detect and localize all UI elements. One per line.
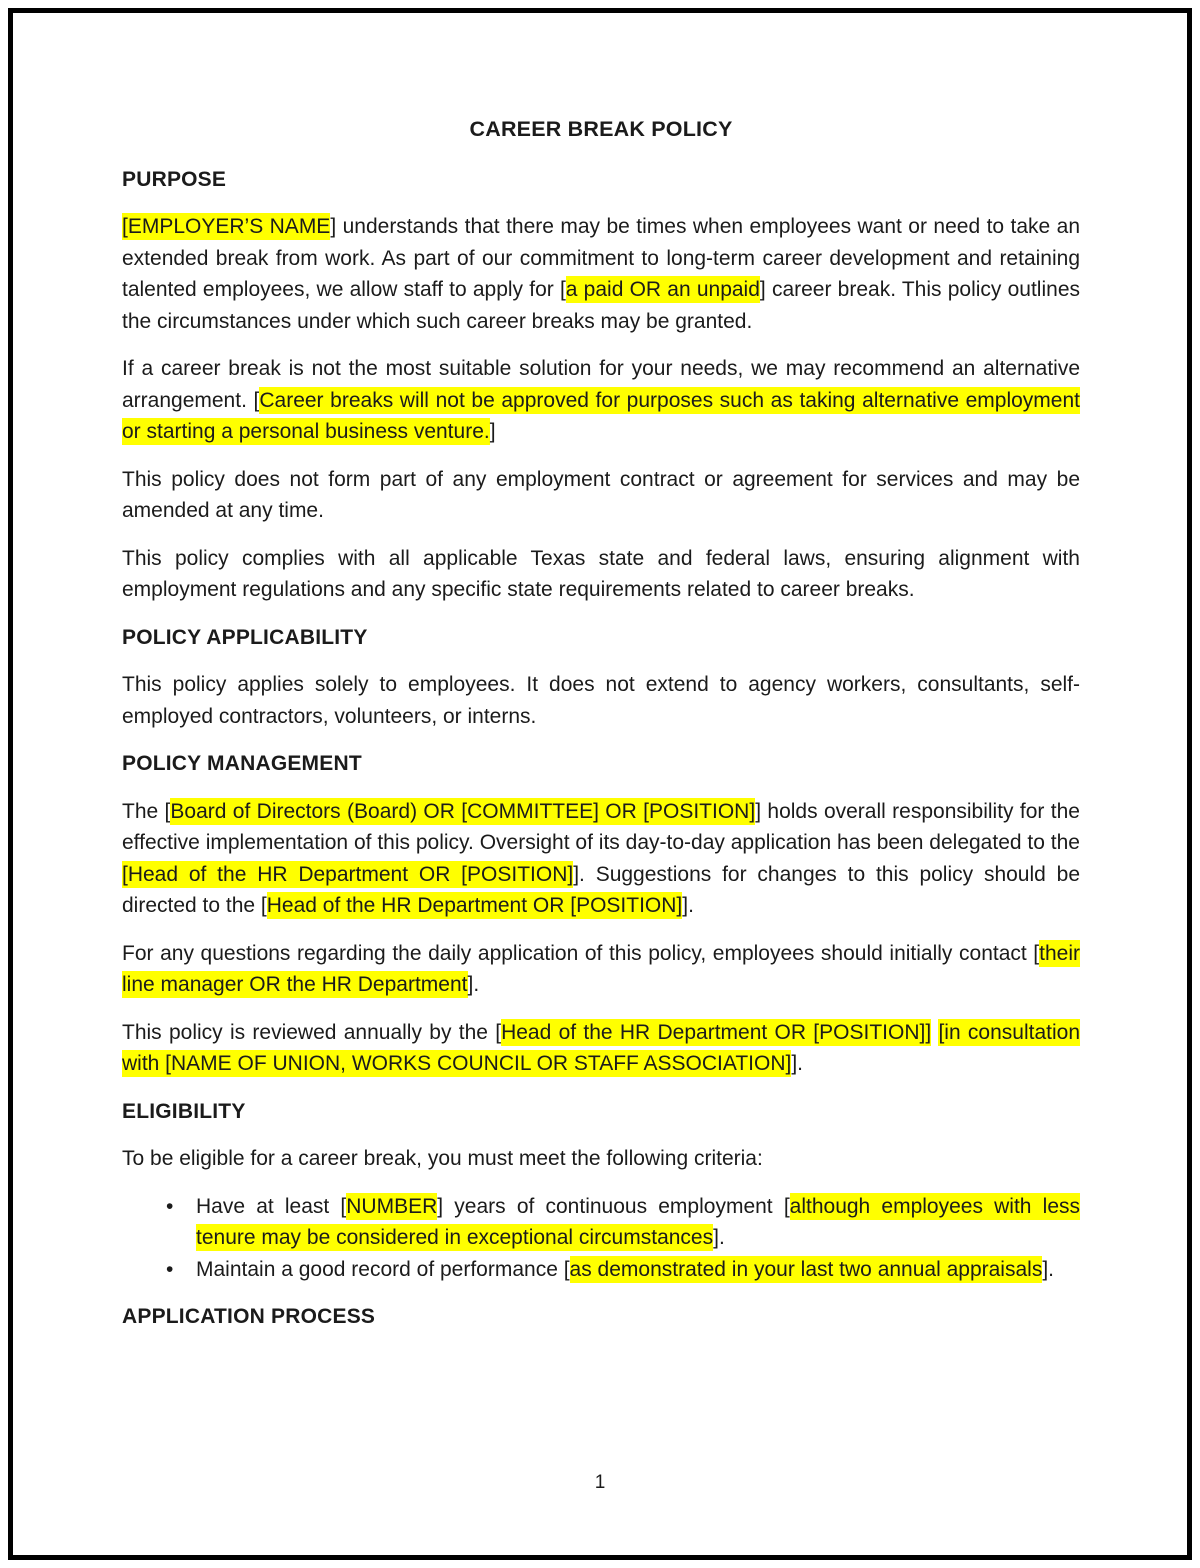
- highlighted-placeholder: their line manager OR the HR Department: [122, 941, 1080, 996]
- paragraph: This policy applies solely to employees. It does not extend to agency workers, consultants, self-employed contractors, volunteers, or interns.: [122, 673, 1080, 728]
- section-heading: PURPOSE: [122, 167, 227, 191]
- paragraph: This policy complies with all applicable Texas state and federal laws, ensuring alignment with employment regulations and any specific state requirements related to career breaks.: [122, 546, 1080, 601]
- section-heading: POLICY APPLICABILITY: [122, 625, 368, 649]
- paragraph: For any questions regarding the daily application of this policy, employees should initially contact [their line manager OR the HR Department].: [122, 941, 1080, 996]
- highlighted-placeholder: [Head of the HR Department OR [POSITION]: [122, 862, 574, 886]
- section-heading: ELIGIBILITY: [122, 1099, 246, 1123]
- highlighted-placeholder: Career breaks will not be approved for purposes such as taking alternative employment or starting a personal business venture.: [122, 388, 1080, 443]
- highlighted-placeholder: Head of the HR Department OR [POSITION]]: [501, 1020, 932, 1044]
- paragraph: To be eligible for a career break, you must meet the following criteria:: [122, 1147, 763, 1170]
- paragraph: This policy is reviewed annually by the [Head of the HR Department OR [POSITION]] [in consultation with [NAME OF UNION, WORKS COUNCIL OR STAFF ASSOCIATION]].: [122, 1020, 1081, 1075]
- bullet-list: [122, 1191, 1080, 1286]
- highlighted-placeholder: Board of Directors (Board) OR [COMMITTEE] OR [POSITION]: [170, 799, 756, 823]
- section-heading: POLICY MANAGEMENT: [122, 752, 362, 775]
- section-heading: APPLICATION PROCESS: [122, 1305, 376, 1328]
- paragraph: The [Board of Directors (Board) OR [COMMITTEE] OR [POSITION]] holds overall responsibility for the effective implementation of this policy. Oversight of its day-to-day application has been delegated to the [Head of the HR Department OR [POSITION]]. Suggestions for changes to this policy should be directed to the [Head of the HR Department OR [POSITION]].: [122, 799, 1081, 917]
- paragraph: If a career break is not the most suitable solution for your needs, we may recommend an alternative arrangement. [Career breaks will not be approved for purposes such as taking alternative employment or starting a personal business venture.]: [122, 357, 1080, 443]
- highlighted-placeholder: as demonstrated in your last two annual appraisals: [569, 1257, 1043, 1281]
- highlighted-placeholder: although employees with less tenure may be considered in exceptional circumstances: [196, 1194, 1081, 1249]
- document-title: CAREER BREAK POLICY: [469, 117, 733, 141]
- bullet-item: • Maintain a good record of performance [as demonstrated in your last two annual appraisals].: [122, 1254, 1080, 1286]
- highlighted-placeholder: [in consultation with [NAME OF UNION, WORKS COUNCIL OR STAFF ASSOCIATION]: [122, 1020, 1081, 1075]
- document-body: [122, 164, 1080, 1333]
- paragraph: This policy does not form part of any employment contract or agreement for services and may be amended at any time.: [122, 467, 1080, 522]
- highlighted-placeholder: Head of the HR Department OR [POSITION]: [266, 894, 683, 917]
- highlighted-placeholder: [EMPLOYER’S NAME: [122, 215, 331, 238]
- bullet-item: • Have at least [NUMBER] years of continuous employment [although employees with less tenure may be considered in exceptional circumstances].: [122, 1191, 1080, 1254]
- page-number: 1: [594, 1472, 606, 1493]
- paragraph: [EMPLOYER’S NAME] understands that there may be times when employees want or need to take an extended break from work. As part of our commitment to long-term career development and retaining talented employees, we allow staff to apply for [a paid OR an unpaid] career break. This policy outlines the circumstances under which such career breaks may be granted.: [122, 215, 1081, 333]
- highlighted-placeholder: NUMBER: [346, 1194, 438, 1218]
- highlighted-placeholder: a paid OR an unpaid: [565, 278, 760, 301]
